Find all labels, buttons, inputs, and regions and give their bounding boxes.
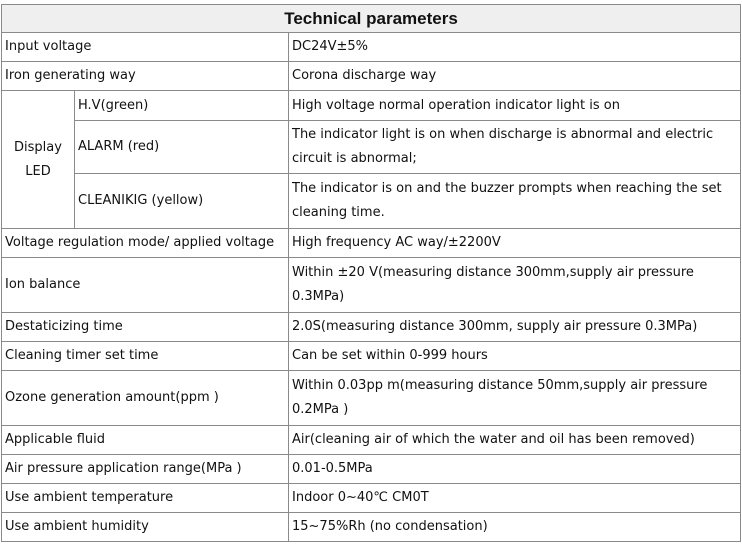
value-cell: Can be set within 0-999 hours [289, 342, 741, 371]
table-row [2, 455, 741, 484]
value-cell: DC24V±5% [289, 33, 741, 62]
table-row [2, 426, 741, 455]
value-cell: Indoor 0~40℃ CM0T [289, 484, 741, 513]
value-cell: 2.0S(measuring distance 300mm, supply air pressure 0.3MPa) [289, 313, 741, 342]
display-led-group-cell [2, 91, 75, 229]
table-row [2, 121, 741, 174]
value-cell: High frequency AC way/±2200V [289, 229, 741, 258]
table-row [2, 33, 741, 62]
table-row [2, 313, 741, 342]
param-cell: Air pressure application range(MPa ) [2, 455, 289, 484]
table-row [2, 371, 741, 426]
param-cell: Use ambient temperature [2, 484, 289, 513]
param-cell: Use ambient humidity [2, 513, 289, 542]
led-name-cell: H.V(green) [75, 91, 289, 121]
param-cell: Cleaning timer set time [2, 342, 289, 371]
value-cell: 0.01-0.5MPa [289, 455, 741, 484]
led-value-cell: The indicator is on and the buzzer prompts when reaching the set cleaning time. [289, 174, 741, 229]
table-row [2, 91, 741, 121]
param-cell: Iron generating way [2, 62, 289, 91]
led-name-cell: ALARM (red) [75, 121, 289, 174]
param-cell: Ozone generation amount(ppm ) [2, 371, 289, 426]
led-value-cell: The indicator light is on when discharge is abnormal and electric circuit is abnormal; [289, 121, 741, 174]
title-row [2, 5, 741, 33]
led-name-cell: CLEANIKIG (yellow) [75, 174, 289, 229]
table-row [2, 229, 741, 258]
value-cell: 15~75%Rh (no condensation) [289, 513, 741, 542]
param-cell: Input voltage [2, 33, 289, 62]
display-led-label-line1: Display [14, 139, 62, 155]
table-row [2, 258, 741, 313]
param-cell: Destaticizing time [2, 313, 289, 342]
value-cell: Within ±20 V(measuring distance 300mm,supply air pressure 0.3MPa) [289, 258, 741, 313]
value-cell: Air(cleaning air of which the water and oil has been removed) [289, 426, 741, 455]
technical-parameters-table [1, 4, 741, 542]
param-cell: Ion balance [2, 258, 289, 313]
value-cell: Within 0.03pp m(measuring distance 50mm,supply air pressure 0.2MPa ) [289, 371, 741, 426]
led-value-cell: High voltage normal operation indicator light is on [289, 91, 741, 121]
table-row [2, 342, 741, 371]
param-cell: Voltage regulation mode/ applied voltage [2, 229, 289, 258]
table-row [2, 174, 741, 229]
table-row [2, 513, 741, 542]
display-led-label-line2: LED [25, 163, 51, 179]
table-row [2, 62, 741, 91]
table-row [2, 484, 741, 513]
value-cell: Corona discharge way [289, 62, 741, 91]
param-cell: Applicable fluid [2, 426, 289, 455]
table-title: Technical parameters [2, 5, 741, 33]
